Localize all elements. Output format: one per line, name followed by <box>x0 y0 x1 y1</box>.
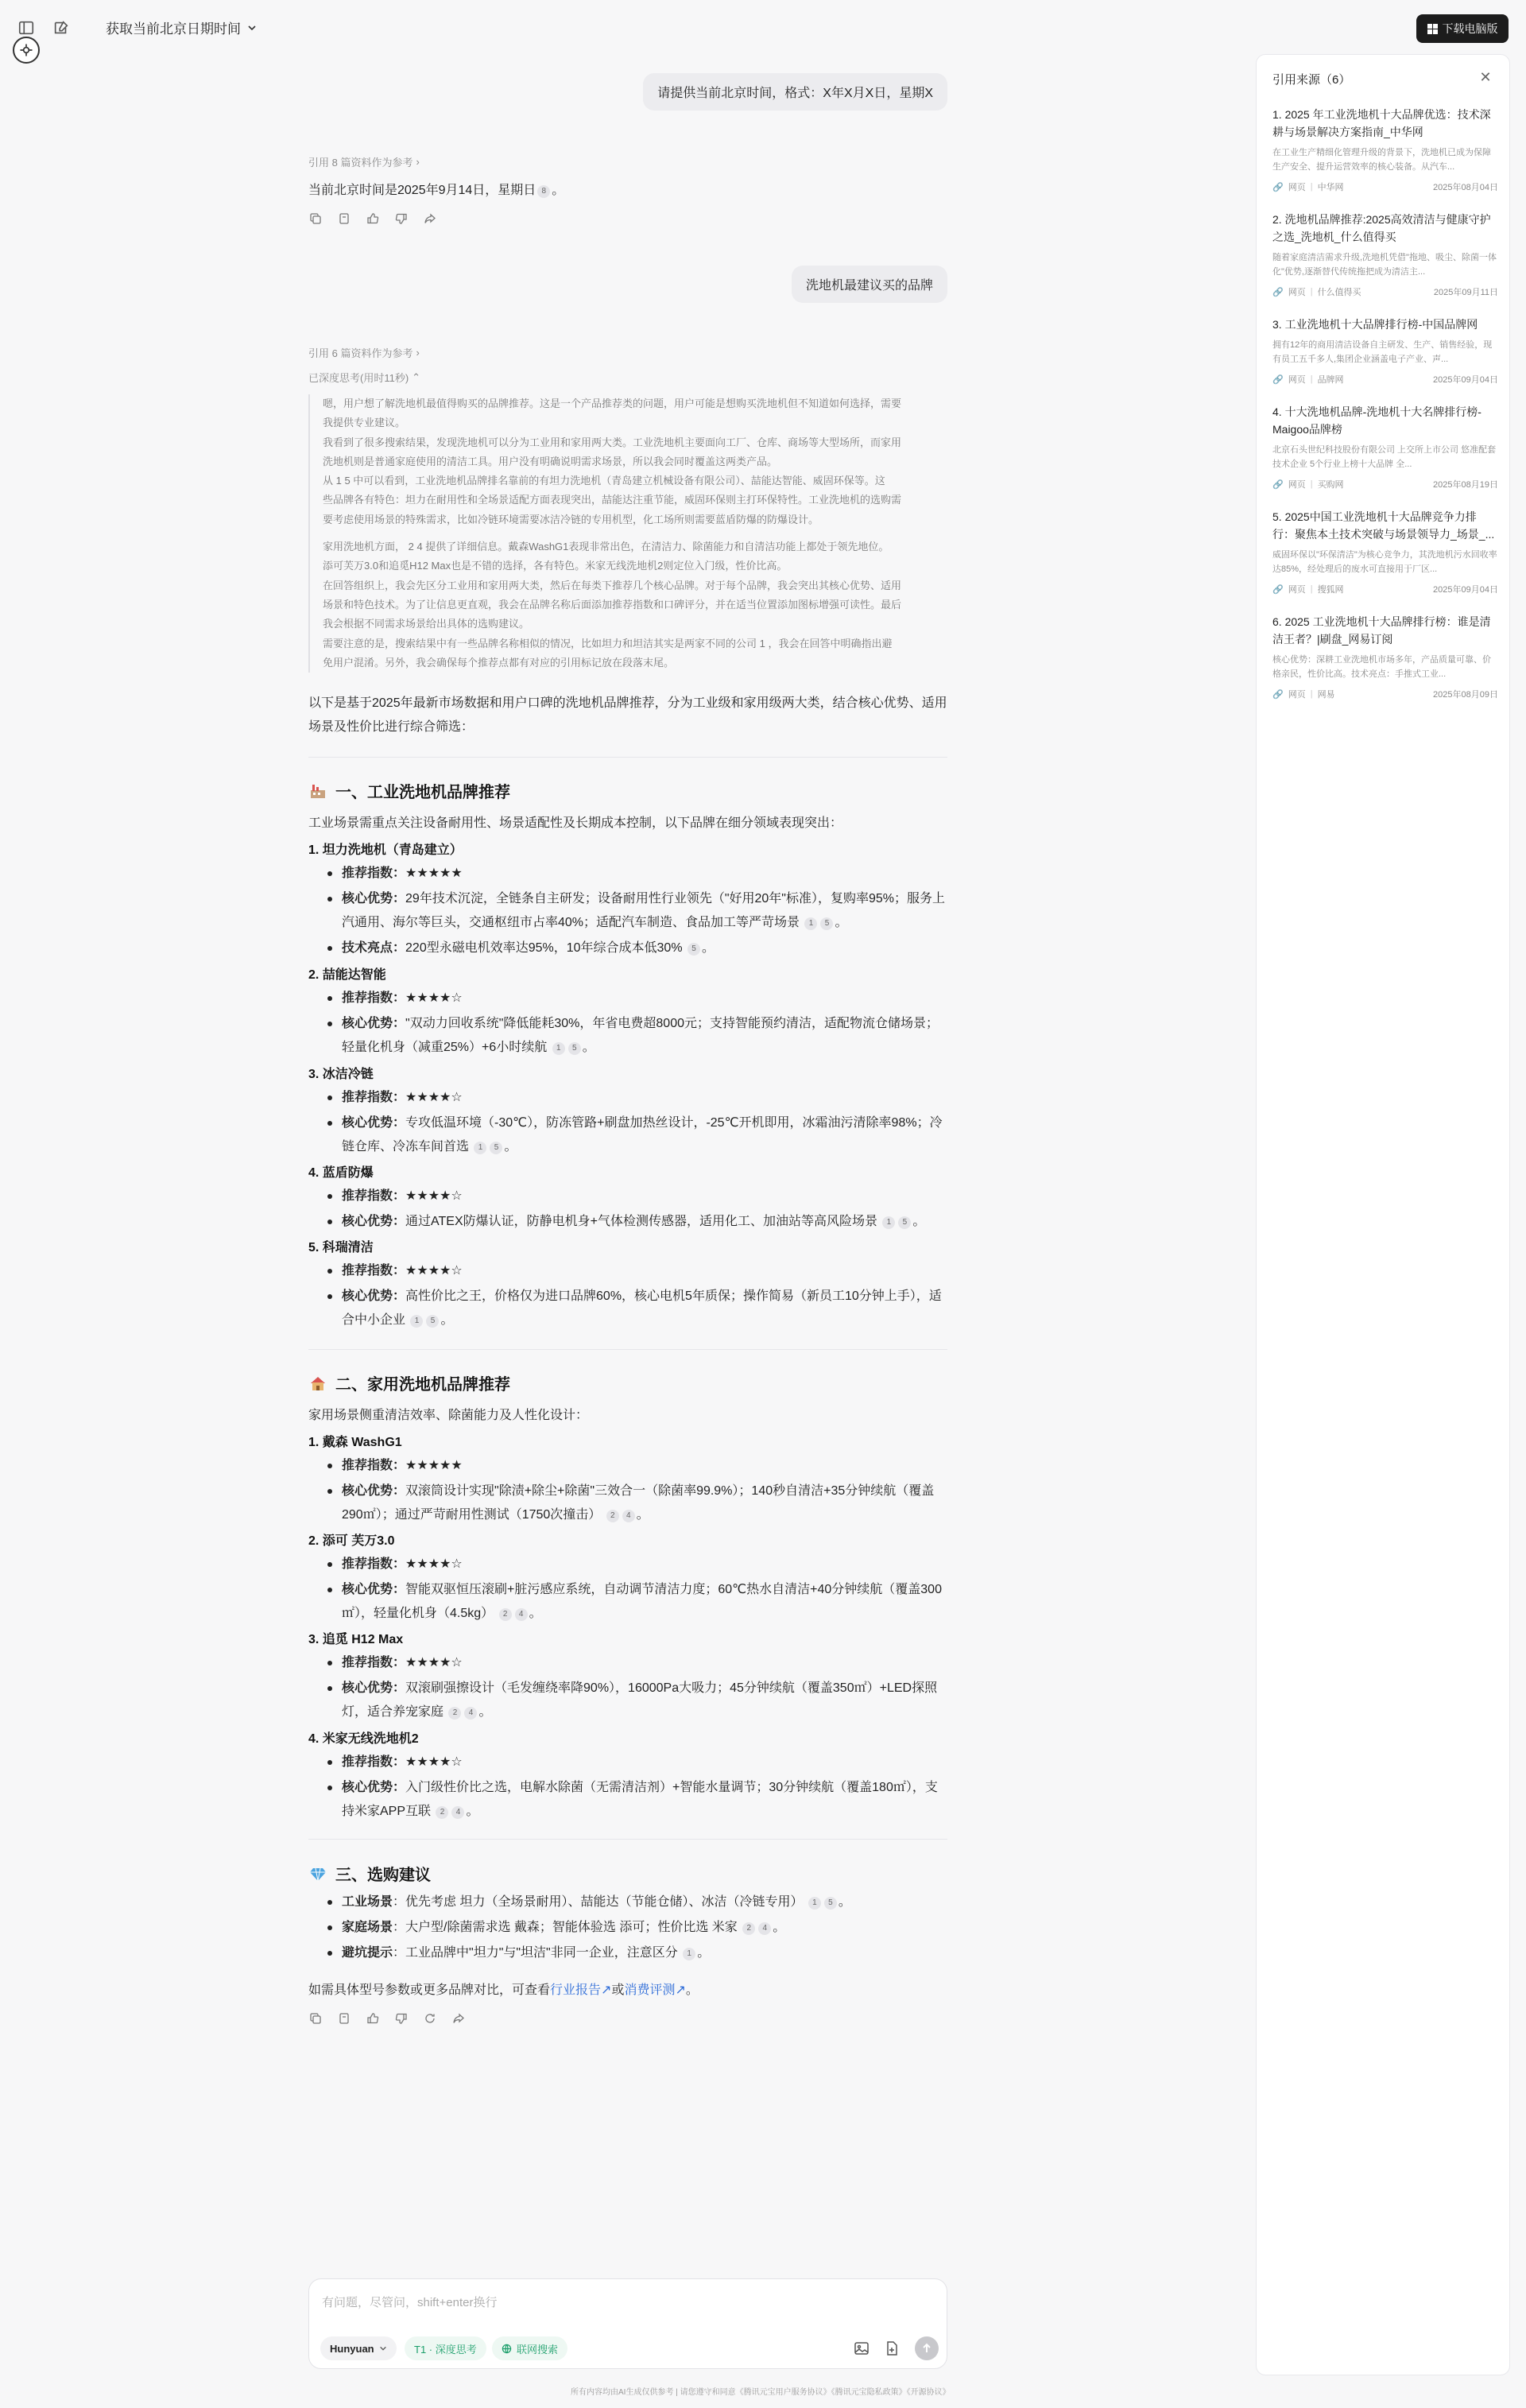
advantage-text: 29年技术沉淀，全链条自主研发；设备耐用性行业领先（"好用20年"标准），复购率95%；服务上汽通用、海尔等巨头，交通枢纽市占率40%；适配汽车制造、食品加工等严苛场景 <box>342 892 945 929</box>
reference-count: 引用 6 篇资料作为参考 <box>308 347 413 359</box>
message-actions <box>308 2011 466 2026</box>
advantage-text: 专攻低温环境（-30℃），防冻管路+刷盘加热丝设计，-25℃开机即用，冰霜油污清除率98%；冷链仓库、冷冻车间首选 <box>342 1116 943 1154</box>
user-message: 请提供当前北京时间，格式：X年X月X日，星期X <box>643 73 947 111</box>
tip-label: 家庭场景 <box>342 1921 393 1934</box>
source-meta: 🔗 网页 | 网易 2025年08月09日 <box>1272 689 1498 700</box>
section-title-household <box>308 1371 510 1394</box>
conversation-title[interactable] <box>106 17 257 37</box>
outro-text: 。 <box>685 1983 699 1997</box>
brand-title: 1. 坦力洗地机（青岛建立） <box>308 843 463 857</box>
footer-disclaimer: 所有内容均由AI生成仅供参考 | 请您遵守和同意《腾讯元宝用户服务协议》《腾讯元宝隐私政策》《开源协议》 <box>571 2388 951 2397</box>
bookmark-icon[interactable] <box>337 211 351 226</box>
diamond-icon <box>308 1864 327 1883</box>
source-date: 2025年09月11日 <box>1433 288 1498 297</box>
tip-label: 避坑提示 <box>342 1946 393 1960</box>
section-desc: 工业场景需重点关注设备耐用性、场景适配性及长期成本控制，以下品牌在细分领域表现突出： <box>308 816 843 830</box>
globe-icon <box>502 2344 512 2354</box>
brand-title: 4. 蓝盾防爆 <box>308 1166 374 1180</box>
thinking-line: 需要注意的是，搜索结果中有一些品牌名称相似的情况，比如坦力和坦洁其实是两家不同的公司 1 ，我会在回答中明确指出避 <box>323 637 893 650</box>
divider <box>308 1839 947 1840</box>
label: 推荐指数： <box>342 1557 406 1571</box>
rating-stars: ★★★★☆ <box>405 1189 463 1203</box>
advantage-line: 核心优势：双滚刷强擦设计（毛发缠绕率降90%），16000Pa大吸力；45分钟续航（覆盖350㎡）+LED探照灯，适合养宠家庭 2 4 。 <box>326 1677 947 1724</box>
deep-think-text: T1 · 深度思考 <box>414 2343 477 2356</box>
citation-badge[interactable]: 5 <box>568 1042 581 1055</box>
sources-title: 引用来源（6） <box>1272 73 1351 87</box>
source-date: 2025年09月04日 <box>1433 585 1498 595</box>
source-site: 搜狐网 <box>1317 585 1344 595</box>
source-type: 网页 <box>1288 690 1306 700</box>
label: 核心优势： <box>342 892 406 905</box>
file-upload-icon[interactable] <box>881 2338 902 2359</box>
thinking-line: 我会根据不同需求场景给出具体的选购建议。 <box>323 618 530 630</box>
reference-count: 引用 8 篇资料作为参考 <box>308 157 413 169</box>
send-arrow-icon <box>921 2343 932 2354</box>
advantage-text: 通过ATEX防爆认证，防静电机身+气体检测传感器，适用化工、加油站等高风险场景 <box>405 1215 877 1228</box>
advantage-line: 核心优势：双滚筒设计实现"除渍+除尘+除菌"三效合一（除菌率99.9%）；140秒自清洁+35分钟续航（覆盖290㎡）；通过严苛耐用性测试（1750次撞击） 2 4 。 <box>326 1479 947 1527</box>
section-title-text: 一、工业洗地机品牌推荐 <box>335 784 510 801</box>
advantage-line: 核心优势：29年技术沉淀，全链条自主研发；设备耐用性行业领先（"好用20年"标准），复购率95%；服务上汽通用、海尔等巨头，交通枢纽市占率40%；适配汽车制造、食品加工等严苛场景 1 5 。 <box>326 887 947 935</box>
link-icon: 🔗 <box>1272 374 1284 385</box>
tip-text: ：优先考虑 坦力（全场景耐用）、喆能达（节能仓储）、冰洁（冷链专用） <box>393 1895 804 1909</box>
factory-icon <box>308 781 327 801</box>
rating-stars: ★★★★★ <box>405 867 463 880</box>
rating-line <box>326 1651 947 1675</box>
source-snippet: 在工业生产精细化管理升级的背景下，洗地机已成为保障生产安全、提升运营效率的核心装备。从汽车... <box>1272 148 1491 172</box>
rating-stars: ★★★★☆ <box>405 1091 463 1104</box>
label: 技术亮点： <box>342 941 406 955</box>
label: 核心优势： <box>342 1017 406 1030</box>
source-snippet: 拥有12年的商用清洁设备自主研发、生产、销售经验，现有员工五千多人,集团企业涵盖电子产业、声... <box>1272 340 1493 364</box>
source-site: 品牌网 <box>1317 375 1344 385</box>
label: 核心优势： <box>342 1681 406 1695</box>
link-icon: 🔗 <box>1272 479 1284 490</box>
advantage-line: 核心优势：专攻低温环境（-30℃），防冻管路+刷盘加热丝设计，-25℃开机即用，冰霜油污清除率98%；冷链仓库、冷冻车间首选 1 5 。 <box>326 1111 947 1159</box>
section-title-tips <box>308 1862 431 1885</box>
tip-label: 工业场景 <box>342 1895 393 1909</box>
model-selector[interactable] <box>320 2336 397 2360</box>
advantage-line: 核心优势：智能双驱恒压滚刷+脏污感应系统，自动调节清洁力度；60℃热水自清洁+40分钟续航（覆盖300㎡），轻量化机身（4.5kg） 2 4 。 <box>326 1578 947 1626</box>
citation-badge[interactable]: 2 <box>436 1806 448 1819</box>
link-icon: 🔗 <box>1272 584 1284 595</box>
web-search-text: 联网搜索 <box>517 2343 559 2356</box>
label: 核心优势： <box>342 1289 406 1303</box>
consumer-review-link[interactable]: 消费评测 <box>624 1983 676 1997</box>
advantage-line: 核心优势：高性价比之王，价格仅为进口品牌60%，核心电机5年质保；操作简易（新员工10分钟上手），适合中小企业 1 5 。 <box>326 1285 947 1332</box>
web-search-toggle[interactable] <box>492 2336 567 2360</box>
chevron-down-icon <box>247 23 257 33</box>
windows-icon <box>1427 24 1438 34</box>
thinking-line: 场景和特色技术。为了让信息更直观，我会在品牌名称后面添加推荐指数和口碑评分，并在适当位置添加图标增强可读性。最后 <box>323 598 902 611</box>
thumbs-down-icon[interactable] <box>394 211 409 226</box>
source-item[interactable] <box>1272 316 1498 386</box>
rating-line <box>326 987 947 1010</box>
source-date: 2025年08月04日 <box>1433 183 1498 192</box>
advantage-text: 双滚刷强擦设计（毛发缠绕率降90%），16000Pa大吸力；45分钟续航（覆盖350㎡）+LED探照灯，适合养宠家庭 <box>342 1681 938 1719</box>
citation-badge[interactable]: 5 <box>687 943 700 956</box>
industry-report-link[interactable]: 行业报告 <box>550 1983 602 1997</box>
source-site: 中华网 <box>1317 183 1344 192</box>
source-site: 买购网 <box>1317 480 1344 490</box>
label: 核心优势： <box>342 1215 406 1228</box>
source-type: 网页 <box>1288 375 1306 385</box>
citation-badge[interactable]: 1 <box>474 1142 486 1154</box>
copy-icon[interactable] <box>308 211 323 226</box>
source-title: 1. 2025 年工业洗地机十大品牌优选：技术深耕与场景解决方案指南_中华网 <box>1272 108 1491 138</box>
citation-badge[interactable]: 1 <box>882 1216 895 1229</box>
thinking-process <box>308 394 947 673</box>
citation-badge[interactable]: 1 <box>804 917 817 930</box>
thinking-line: 我看到了很多搜索结果，发现洗地机可以分为工业用和家用两大类。工业洗地机主要面向工厂、仓库、商场等大型场所，而家用 <box>323 436 902 448</box>
share-icon[interactable] <box>451 2011 466 2026</box>
section-title-text: 二、家用洗地机品牌推荐 <box>335 1376 510 1394</box>
chat-input-box[interactable] <box>308 2278 947 2369</box>
chevron-right-icon: › <box>416 156 420 168</box>
source-meta: 🔗 网页 | 品牌网 2025年09月04日 <box>1272 374 1498 385</box>
external-link-icon: ↗ <box>601 1983 612 1997</box>
citation-badge[interactable]: 4 <box>622 1510 635 1522</box>
rating-stars: ★★★★☆ <box>405 1656 463 1669</box>
tip-line: 家庭场景：大户型/除菌需求选 戴森；智能体验选 添可；性价比选 米家 2 4 。 <box>326 1916 947 1940</box>
thinking-line: 从 1 5 中可以看到，工业洗地机品牌排名靠前的有坦力洗地机（青岛建立机械设备有限公司）、喆能达智能、威固环保等。这 <box>323 475 885 487</box>
tip-text: ：工业品牌中"坦力"与"坦洁"非同一企业，注意区分 <box>393 1946 678 1960</box>
bookmark-icon[interactable] <box>337 2011 351 2026</box>
thinking-line: 家用洗地机方面， 2 4 提供了详细信息。戴森WashG1表现非常出色，在清洁力、除菌能力和自清洁功能上都处于领先地位。 <box>323 541 889 553</box>
source-title: 2. 洗地机品牌推荐:2025高效清洁与健康守护之选_洗地机_什么值得买 <box>1272 213 1491 243</box>
sources-panel <box>1256 54 1510 2375</box>
section-title-text: 三、选购建议 <box>335 1867 431 1884</box>
citation-badge[interactable]: 1 <box>683 1948 695 1960</box>
label: 核心优势： <box>342 1781 406 1794</box>
brand-title: 3. 冰洁冷链 <box>308 1068 374 1081</box>
thumbs-down-icon[interactable] <box>394 2011 409 2026</box>
image-upload-icon[interactable] <box>851 2338 872 2359</box>
new-chat-icon[interactable] <box>49 16 73 40</box>
citation-badge[interactable]: 4 <box>515 1608 528 1621</box>
citation-badge[interactable]: 4 <box>451 1806 464 1819</box>
source-type: 网页 <box>1288 183 1306 192</box>
external-link-icon: ↗ <box>675 1983 686 1997</box>
conversation-title-text: 获取当前北京日期时间 <box>106 21 241 37</box>
advantage-text: 双滚筒设计实现"除渍+除尘+除菌"三效合一（除菌率99.9%）；140秒自清洁+35分钟续航（覆盖290㎡）；通过严苛耐用性测试（1750次撞击） <box>342 1484 935 1522</box>
thumbs-up-icon[interactable] <box>366 2011 380 2026</box>
chevron-down-icon <box>379 2344 387 2352</box>
source-site: 什么值得买 <box>1317 288 1361 297</box>
citation-badge[interactable]: 2 <box>499 1608 512 1621</box>
citation-badge[interactable]: 8 <box>537 185 550 198</box>
citation-badge[interactable]: 5 <box>824 1897 837 1910</box>
house-icon <box>308 1374 327 1393</box>
thinking-line: 我提供专业建议。 <box>323 417 406 429</box>
thinking-line: 在回答组织上，我会先区分工业用和家用两大类，然后在每类下推荐几个核心品牌。对于每个品牌，我会突出其核心优势、适用 <box>323 579 902 591</box>
advantage-line: 核心优势：通过ATEX防爆认证，防静电机身+气体检测传感器，适用化工、加油站等高风险场景 1 5 。 <box>326 1210 947 1234</box>
top-bar <box>0 0 1526 56</box>
answer-intro: 以下是基于2025年最新市场数据和用户口碑的洗地机品牌推荐，分为工业级和家用级两大类，结合核心优势、适用场景及性价比进行综合筛选： <box>308 696 947 734</box>
share-icon[interactable] <box>423 211 437 226</box>
brand-title: 1. 戴森 WashG1 <box>308 1436 402 1449</box>
source-item[interactable] <box>1272 106 1498 193</box>
thinking-line: 免用户混淆。另外，我会确保每个推荐点都有对应的引用标记放在段落末尾。 <box>323 656 675 669</box>
tip-line: 工业场景：优先考虑 坦力（全场景耐用）、喆能达（节能仓储）、冰洁（冷链专用） 1 5 。 <box>326 1890 947 1914</box>
source-snippet: 随着家庭清洁需求升级,洗地机凭借"拖地、吸尘、除菌一体化"优势,逐渐替代传统拖把成为清洁主... <box>1272 253 1497 277</box>
rating-stars: ★★★★☆ <box>405 1264 463 1278</box>
source-title: 5. 2025中国工业洗地机十大品牌竞争力排行：聚焦本土技术突破与场景领导力_场景_... <box>1272 510 1495 541</box>
source-date: 2025年09月04日 <box>1433 375 1498 385</box>
link-icon: 🔗 <box>1272 182 1284 192</box>
citation-badge[interactable]: 1 <box>808 1897 821 1910</box>
rating-line <box>326 1751 947 1774</box>
rating-line <box>326 1259 947 1283</box>
chevron-right-icon: › <box>416 347 420 359</box>
citation-badge[interactable]: 5 <box>490 1142 502 1154</box>
source-snippet: 核心优势：深耕工业洗地机市场多年，产品质量可靠、价格亲民，性价比高。技术亮点：手推式工业... <box>1272 655 1491 679</box>
tech-text: 220型永磁电机效率达95%，10年综合成本低30% <box>405 941 683 955</box>
source-type: 网页 <box>1288 585 1306 595</box>
thinking-line: 些品牌各有特色：坦力在耐用性和全场景适配方面表现突出，喆能达注重节能，威固环保则主打环保特性。工业洗地机的选购需 <box>323 494 902 506</box>
rating-line <box>326 862 947 886</box>
outro-text: 如需具体型号参数或更多品牌对比，可查看 <box>308 1983 551 1997</box>
label: 推荐指数： <box>342 1189 406 1203</box>
source-meta: 🔗 网页 | 搜狐网 2025年09月04日 <box>1272 584 1498 595</box>
advantage-text: 入门级性价比之选，电解水除菌（无需清洁剂）+智能水量调节；30分钟续航（覆盖180㎡），支持米家APP互联 <box>342 1781 938 1818</box>
deep-think-label: 已深度思考(用时11秒) <box>308 372 409 384</box>
source-type: 网页 <box>1288 288 1306 297</box>
advantage-line: 核心优势：入门级性价比之选，电解水除菌（无需清洁剂）+智能水量调节；30分钟续航（覆盖180㎡），支持米家APP互联 2 4 。 <box>326 1776 947 1824</box>
source-date: 2025年08月09日 <box>1433 690 1498 700</box>
citation-badge[interactable]: 2 <box>448 1707 461 1720</box>
source-title: 4. 十大洗地机品牌-洗地机十大名牌排行榜-Maigoo品牌榜 <box>1272 405 1481 436</box>
divider <box>308 757 947 758</box>
source-site: 网易 <box>1317 690 1335 700</box>
advantage-text: 高性价比之王，价格仅为进口品牌60%，核心电机5年质保；操作简易（新员工10分钟上手），适合中小企业 <box>342 1289 942 1327</box>
tip-line: 避坑提示：工业品牌中"坦力"与"坦洁"非同一企业，注意区分 1 。 <box>326 1941 947 1965</box>
label: 核心优势： <box>342 1583 406 1596</box>
deep-think-toggle[interactable] <box>405 2336 486 2360</box>
rating-line <box>326 1553 947 1576</box>
thinking-line: 添可芙万3.0和追觅H12 Max也是不错的选择，各有特色。米家无线洗地机2则定位入门级，性价比高。 <box>323 560 788 572</box>
model-name: Hunyuan <box>330 2342 374 2355</box>
citation-badge[interactable]: 4 <box>464 1707 477 1720</box>
source-date: 2025年08月19日 <box>1433 480 1498 490</box>
section-title-industrial <box>308 779 510 802</box>
rating-stars: ★★★★☆ <box>405 1557 463 1571</box>
citation-badge[interactable]: 1 <box>552 1042 565 1055</box>
reference-toggle[interactable] <box>308 154 420 169</box>
rating-stars: ★★★★★ <box>405 1459 463 1472</box>
brand-title: 3. 追觅 H12 Max <box>308 1633 404 1646</box>
close-icon[interactable]: ✕ <box>1479 68 1492 85</box>
tech-line: 技术亮点：220型永磁电机效率达95%，10年综合成本低30% 5 。 <box>326 936 947 960</box>
answer-text: 当前北京时间是2025年9月14日，星期日 <box>308 184 536 197</box>
citation-badge[interactable]: 5 <box>898 1216 911 1229</box>
label: 推荐指数： <box>342 991 406 1005</box>
outro-text: 或 <box>611 1983 625 1997</box>
rating-line <box>326 1454 947 1478</box>
brand-title: 2. 喆能达智能 <box>308 968 386 982</box>
brand-title: 5. 科瑞清洁 <box>308 1241 374 1254</box>
citation-badge[interactable]: 5 <box>820 917 833 930</box>
citation-badge[interactable]: 2 <box>606 1510 619 1522</box>
label: 核心优势： <box>342 1484 406 1498</box>
source-item[interactable] <box>1272 613 1498 700</box>
source-title: 3. 工业洗地机十大品牌排行榜-中国品牌网 <box>1272 318 1478 331</box>
thinking-line: 要考虑使用场景的特殊需求，比如冷链环境需要冰洁冷链的专用机型，化工场所则需要蓝盾防爆的防爆设计。 <box>323 513 819 525</box>
source-meta: 🔗 网页 | 什么值得买 2025年09月11日 <box>1272 287 1498 297</box>
answer-outro <box>308 1980 699 1998</box>
assistant-answer: 当前北京时间是2025年9月14日，星期日 8 。 <box>308 184 565 197</box>
regenerate-icon[interactable] <box>423 2011 437 2026</box>
source-type: 网页 <box>1288 480 1306 490</box>
citation-badge[interactable]: 5 <box>426 1315 439 1328</box>
tip-text: ：大户型/除菌需求选 戴森；智能体验选 添可；性价比选 米家 <box>393 1921 738 1934</box>
brand-title: 4. 米家无线洗地机2 <box>308 1732 419 1746</box>
citation-badge[interactable]: 1 <box>410 1315 423 1328</box>
source-item[interactable] <box>1272 403 1498 491</box>
link-icon: 🔗 <box>1272 689 1284 700</box>
label: 推荐指数： <box>342 1459 406 1472</box>
advantage-line: 核心优势："双动力回收系统"降低能耗30%，年省电费超8000元；支持智能预约清洁，适配物流仓储场景；轻量化机身（减重25%）+6小时续航 1 5 。 <box>326 1012 947 1060</box>
thinking-line: 嗯，用户想了解洗地机最值得购买的品牌推荐。这是一个产品推荐类的问题，用户可能是想购买洗地机但不知道如何选择，需要 <box>323 397 902 409</box>
citation-badge[interactable]: 2 <box>742 1922 755 1935</box>
user-message: 洗地机最建议买的品牌 <box>792 266 947 303</box>
advantage-text: 智能双驱恒压滚刷+脏污感应系统，自动调节清洁力度；60℃热水自清洁+40分钟续航（覆盖300㎡），轻量化机身（4.5kg） <box>342 1583 942 1620</box>
advantage-text: "双动力回收系统"降低能耗30%，年省电费超8000元；支持智能预约清洁，适配物流仓储场景；轻量化机身（减重25%）+6小时续航 <box>342 1017 939 1054</box>
source-item[interactable] <box>1272 211 1498 298</box>
source-title: 6. 2025 工业洗地机十大品牌排行榜：谁是清洁王者？|刷盘_网易订阅 <box>1272 615 1491 646</box>
reference-toggle[interactable] <box>308 345 420 360</box>
app-logo-icon[interactable] <box>13 37 40 64</box>
chat-input-placeholder[interactable]: 有问题，尽管问，shift+enter换行 <box>322 2296 498 2309</box>
copy-icon[interactable] <box>308 2011 323 2026</box>
rating-stars: ★★★★☆ <box>405 1755 463 1769</box>
label: 推荐指数： <box>342 1091 406 1104</box>
thinking-line: 洗地机则是普通家庭使用的清洁工具。用户没有明确说明需求场景，所以我会同时覆盖这两类产品。 <box>323 455 778 467</box>
label: 核心优势： <box>342 1116 406 1130</box>
label: 推荐指数： <box>342 1656 406 1669</box>
rating-line <box>326 1185 947 1208</box>
citation-badge[interactable]: 4 <box>758 1922 771 1935</box>
download-label: 下载电脑版 <box>1442 22 1498 35</box>
source-snippet: 威固环保以"环保清洁"为核心竞争力，其洗地机污水回收率达85%，经处理后的废水可直接用于厂区... <box>1272 550 1497 574</box>
link-icon: 🔗 <box>1272 287 1284 297</box>
label: 推荐指数： <box>342 1264 406 1278</box>
source-snippet: 北京石头世纪科技股份有限公司 上交所上市公司 悠准配套技术企业 5个行业上榜十大品牌 全... <box>1272 445 1497 469</box>
thumbs-up-icon[interactable] <box>366 211 380 226</box>
label: 推荐指数： <box>342 1755 406 1769</box>
rating-stars: ★★★★☆ <box>405 991 463 1005</box>
download-desktop-button[interactable] <box>1416 14 1509 43</box>
chevron-up-icon: ⌃ <box>412 370 421 383</box>
deep-think-toggle[interactable] <box>308 370 420 385</box>
send-button[interactable] <box>915 2336 939 2360</box>
section-desc: 家用场景侧重清洁效率、除菌能力及人性化设计： <box>308 1409 589 1422</box>
source-meta: 🔗 网页 | 中华网 2025年08月04日 <box>1272 182 1498 192</box>
source-meta: 🔗 网页 | 买购网 2025年08月19日 <box>1272 479 1498 490</box>
label: 推荐指数： <box>342 867 406 880</box>
divider <box>308 1349 947 1350</box>
brand-title: 2. 添可 芙万3.0 <box>308 1534 395 1548</box>
message-actions <box>308 211 437 226</box>
rating-line <box>326 1086 947 1110</box>
source-item[interactable] <box>1272 508 1498 595</box>
